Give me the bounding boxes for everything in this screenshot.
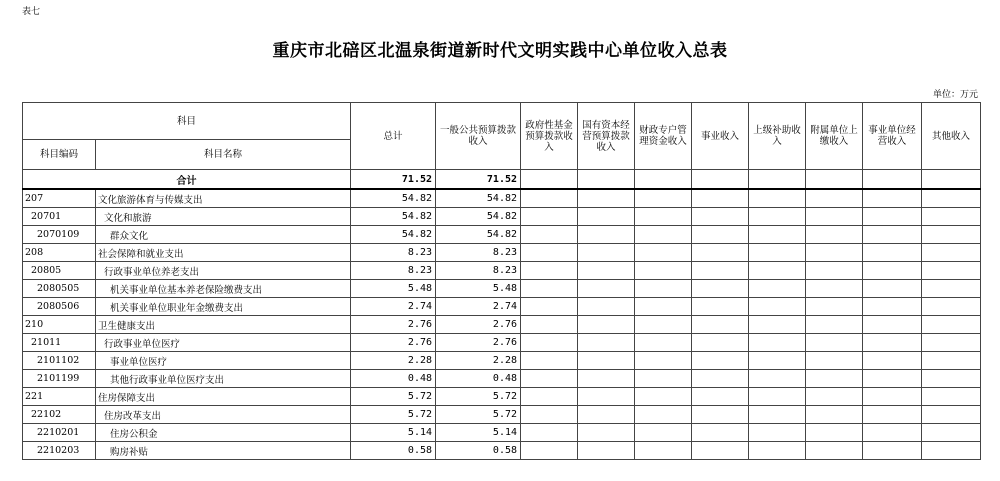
empty-cell xyxy=(806,208,863,226)
empty-cell xyxy=(578,189,635,208)
table-row xyxy=(23,388,981,406)
row-general: 5.72 xyxy=(436,406,521,424)
empty-cell xyxy=(521,189,578,208)
row-code: 208 xyxy=(23,244,96,262)
row-total: 2.76 xyxy=(351,316,436,334)
empty-cell xyxy=(749,280,806,298)
empty-cell xyxy=(635,352,692,370)
row-general: 5.72 xyxy=(436,388,521,406)
empty-cell xyxy=(692,298,749,316)
row-code: 2101199 xyxy=(23,370,96,388)
row-name: 社会保障和就业支出 xyxy=(96,244,351,262)
empty-cell xyxy=(922,370,981,388)
empty-cell xyxy=(749,316,806,334)
row-code: 210 xyxy=(23,316,96,334)
row-name: 机关事业单位基本养老保险缴费支出 xyxy=(96,280,351,298)
empty-cell xyxy=(578,262,635,280)
empty-cell xyxy=(521,442,578,460)
empty-cell xyxy=(922,244,981,262)
empty-cell xyxy=(692,280,749,298)
empty-cell xyxy=(863,226,922,244)
row-general: 54.82 xyxy=(436,226,521,244)
empty-cell xyxy=(922,388,981,406)
row-code: 21011 xyxy=(23,334,96,352)
empty-cell xyxy=(863,352,922,370)
col-header-general-budget: 一般公共预算拨款收入 xyxy=(436,103,521,170)
unit-label: 单位：万元 xyxy=(932,90,978,100)
empty-cell xyxy=(635,280,692,298)
empty-cell xyxy=(749,244,806,262)
empty-cell xyxy=(922,442,981,460)
empty-cell xyxy=(806,298,863,316)
table-row xyxy=(23,226,981,244)
empty-cell xyxy=(922,424,981,442)
empty-cell xyxy=(692,244,749,262)
total-general-value: 71.52 xyxy=(436,170,521,190)
table-row xyxy=(23,424,981,442)
row-name: 卫生健康支出 xyxy=(96,316,351,334)
empty-cell xyxy=(521,316,578,334)
row-name: 文化和旅游 xyxy=(96,208,351,226)
empty-cell xyxy=(806,189,863,208)
empty-cell xyxy=(578,226,635,244)
empty-cell xyxy=(863,262,922,280)
empty-cell xyxy=(635,316,692,334)
empty-cell xyxy=(806,388,863,406)
empty-cell xyxy=(863,442,922,460)
row-name: 其他行政事业单位医疗支出 xyxy=(96,370,351,388)
empty-cell xyxy=(635,370,692,388)
col-header-affiliated-income: 附属单位上缴收入 xyxy=(806,103,863,170)
col-header-operating-income: 事业单位经营收入 xyxy=(863,103,922,170)
row-code: 2070109 xyxy=(23,226,96,244)
name-header: 科目名称 xyxy=(96,140,351,170)
row-general: 0.58 xyxy=(436,442,521,460)
empty-cell xyxy=(692,370,749,388)
empty-cell xyxy=(692,189,749,208)
empty-cell xyxy=(922,208,981,226)
empty-cell xyxy=(749,334,806,352)
subject-header: 科目 xyxy=(23,103,351,140)
row-general: 2.76 xyxy=(436,334,521,352)
row-name: 事业单位医疗 xyxy=(96,352,351,370)
empty-cell xyxy=(521,370,578,388)
empty-cell xyxy=(922,316,981,334)
empty-cell xyxy=(749,388,806,406)
row-total: 5.72 xyxy=(351,388,436,406)
total-value: 71.52 xyxy=(351,170,436,190)
empty-cell xyxy=(578,280,635,298)
table-row xyxy=(23,208,981,226)
empty-cell xyxy=(749,208,806,226)
row-code: 221 xyxy=(23,388,96,406)
empty-cell xyxy=(922,189,981,208)
row-code: 2210201 xyxy=(23,424,96,442)
empty-cell xyxy=(521,244,578,262)
row-total: 0.58 xyxy=(351,442,436,460)
table-row xyxy=(23,189,981,208)
empty-cell xyxy=(578,388,635,406)
row-total: 2.28 xyxy=(351,352,436,370)
empty-cell xyxy=(521,406,578,424)
empty-cell xyxy=(521,388,578,406)
code-header: 科目编码 xyxy=(23,140,96,170)
table-row xyxy=(23,316,981,334)
empty-cell xyxy=(863,280,922,298)
empty-cell xyxy=(806,442,863,460)
row-total: 54.82 xyxy=(351,226,436,244)
row-code: 22102 xyxy=(23,406,96,424)
empty-cell xyxy=(692,262,749,280)
total-row xyxy=(23,170,981,190)
empty-cell xyxy=(578,370,635,388)
empty-cell xyxy=(806,424,863,442)
table-row xyxy=(23,406,981,424)
col-header-other-income: 其他收入 xyxy=(922,103,981,170)
table-number-label: 表七 xyxy=(22,7,41,17)
empty-cell xyxy=(749,424,806,442)
table-row xyxy=(23,334,981,352)
empty-cell xyxy=(806,244,863,262)
col-header-special-account: 财政专户管理资金收入 xyxy=(635,103,692,170)
empty-cell xyxy=(521,262,578,280)
table-row xyxy=(23,352,981,370)
empty-cell xyxy=(863,334,922,352)
empty-cell xyxy=(806,334,863,352)
table-row xyxy=(23,298,981,316)
empty-cell xyxy=(578,442,635,460)
empty-cell xyxy=(749,442,806,460)
empty-cell xyxy=(521,298,578,316)
empty-cell xyxy=(692,388,749,406)
row-code: 2210203 xyxy=(23,442,96,460)
empty-cell xyxy=(749,298,806,316)
empty-cell xyxy=(521,208,578,226)
empty-cell xyxy=(521,334,578,352)
row-total: 54.82 xyxy=(351,208,436,226)
empty-cell xyxy=(635,424,692,442)
empty-cell xyxy=(863,370,922,388)
row-name: 群众文化 xyxy=(96,226,351,244)
empty-cell xyxy=(578,316,635,334)
empty-cell xyxy=(578,298,635,316)
row-total: 5.72 xyxy=(351,406,436,424)
row-general: 2.74 xyxy=(436,298,521,316)
empty-cell xyxy=(635,334,692,352)
empty-cell xyxy=(806,262,863,280)
empty-cell xyxy=(863,298,922,316)
empty-cell xyxy=(806,352,863,370)
table-row xyxy=(23,280,981,298)
empty-cell xyxy=(692,316,749,334)
row-code: 2080505 xyxy=(23,280,96,298)
empty-cell xyxy=(635,208,692,226)
row-name: 购房补贴 xyxy=(96,442,351,460)
row-total: 54.82 xyxy=(351,189,436,208)
empty-cell xyxy=(578,208,635,226)
row-code: 2080506 xyxy=(23,298,96,316)
empty-cell xyxy=(922,298,981,316)
row-code: 2101102 xyxy=(23,352,96,370)
empty-cell xyxy=(863,189,922,208)
empty-cell xyxy=(692,208,749,226)
document-title: 重庆市北碚区北温泉街道新时代文明实践中心单位收入总表 xyxy=(272,41,728,61)
empty-cell xyxy=(635,189,692,208)
row-total: 8.23 xyxy=(351,262,436,280)
empty-cell xyxy=(749,370,806,388)
empty-cell xyxy=(692,352,749,370)
row-name: 文化旅游体育与传媒支出 xyxy=(96,189,351,208)
empty-cell xyxy=(578,244,635,262)
empty-cell xyxy=(578,352,635,370)
empty-cell xyxy=(749,226,806,244)
empty-cell xyxy=(863,424,922,442)
row-total: 8.23 xyxy=(351,244,436,262)
row-general: 54.82 xyxy=(436,189,521,208)
row-total: 2.76 xyxy=(351,334,436,352)
row-name: 机关事业单位职业年金缴费支出 xyxy=(96,298,351,316)
row-general: 2.76 xyxy=(436,316,521,334)
empty-cell xyxy=(635,244,692,262)
empty-cell xyxy=(635,298,692,316)
empty-cell xyxy=(922,352,981,370)
row-general: 8.23 xyxy=(436,262,521,280)
empty-cell xyxy=(806,316,863,334)
row-total: 0.48 xyxy=(351,370,436,388)
empty-cell xyxy=(922,262,981,280)
row-code: 20701 xyxy=(23,208,96,226)
empty-cell xyxy=(806,280,863,298)
empty-cell xyxy=(749,406,806,424)
empty-cell xyxy=(692,226,749,244)
row-name: 住房保障支出 xyxy=(96,388,351,406)
empty-cell xyxy=(863,208,922,226)
empty-cell xyxy=(635,442,692,460)
empty-cell xyxy=(806,406,863,424)
row-code: 207 xyxy=(23,189,96,208)
empty-cell xyxy=(922,334,981,352)
empty-cell xyxy=(521,424,578,442)
empty-cell xyxy=(863,406,922,424)
row-general: 0.48 xyxy=(436,370,521,388)
col-header-business-income: 事业收入 xyxy=(692,103,749,170)
row-name: 住房改革支出 xyxy=(96,406,351,424)
empty-cell xyxy=(521,352,578,370)
empty-cell xyxy=(635,388,692,406)
empty-cell xyxy=(578,406,635,424)
row-code: 20805 xyxy=(23,262,96,280)
empty-cell xyxy=(692,406,749,424)
row-name: 行政事业单位养老支出 xyxy=(96,262,351,280)
row-total: 5.48 xyxy=(351,280,436,298)
col-header-state-capital: 国有资本经营预算拨款收入 xyxy=(578,103,635,170)
empty-cell xyxy=(922,226,981,244)
empty-cell xyxy=(806,226,863,244)
empty-cell xyxy=(806,370,863,388)
table-row xyxy=(23,370,981,388)
empty-cell xyxy=(521,226,578,244)
empty-cell xyxy=(749,262,806,280)
empty-cell xyxy=(635,406,692,424)
row-name: 住房公积金 xyxy=(96,424,351,442)
col-header-total: 总计 xyxy=(351,103,436,170)
row-general: 5.14 xyxy=(436,424,521,442)
row-name: 行政事业单位医疗 xyxy=(96,334,351,352)
empty-cell xyxy=(578,334,635,352)
empty-cell xyxy=(922,406,981,424)
row-total: 2.74 xyxy=(351,298,436,316)
row-general: 5.48 xyxy=(436,280,521,298)
col-header-gov-fund: 政府性基金预算拨款收入 xyxy=(521,103,578,170)
row-general: 2.28 xyxy=(436,352,521,370)
empty-cell xyxy=(863,316,922,334)
empty-cell xyxy=(635,226,692,244)
empty-cell xyxy=(863,388,922,406)
row-general: 8.23 xyxy=(436,244,521,262)
col-header-superior-subsidy: 上级补助收入 xyxy=(749,103,806,170)
row-general: 54.82 xyxy=(436,208,521,226)
empty-cell xyxy=(635,262,692,280)
empty-cell xyxy=(922,280,981,298)
income-summary-table xyxy=(22,102,981,460)
table-row xyxy=(23,244,981,262)
empty-cell xyxy=(692,424,749,442)
table-row xyxy=(23,442,981,460)
table-row xyxy=(23,262,981,280)
empty-cell xyxy=(749,189,806,208)
empty-cell xyxy=(863,244,922,262)
empty-cell xyxy=(578,424,635,442)
empty-cell xyxy=(749,352,806,370)
empty-cell xyxy=(692,442,749,460)
empty-cell xyxy=(692,334,749,352)
empty-cell xyxy=(521,280,578,298)
row-total: 5.14 xyxy=(351,424,436,442)
total-label: 合计 xyxy=(23,170,351,190)
